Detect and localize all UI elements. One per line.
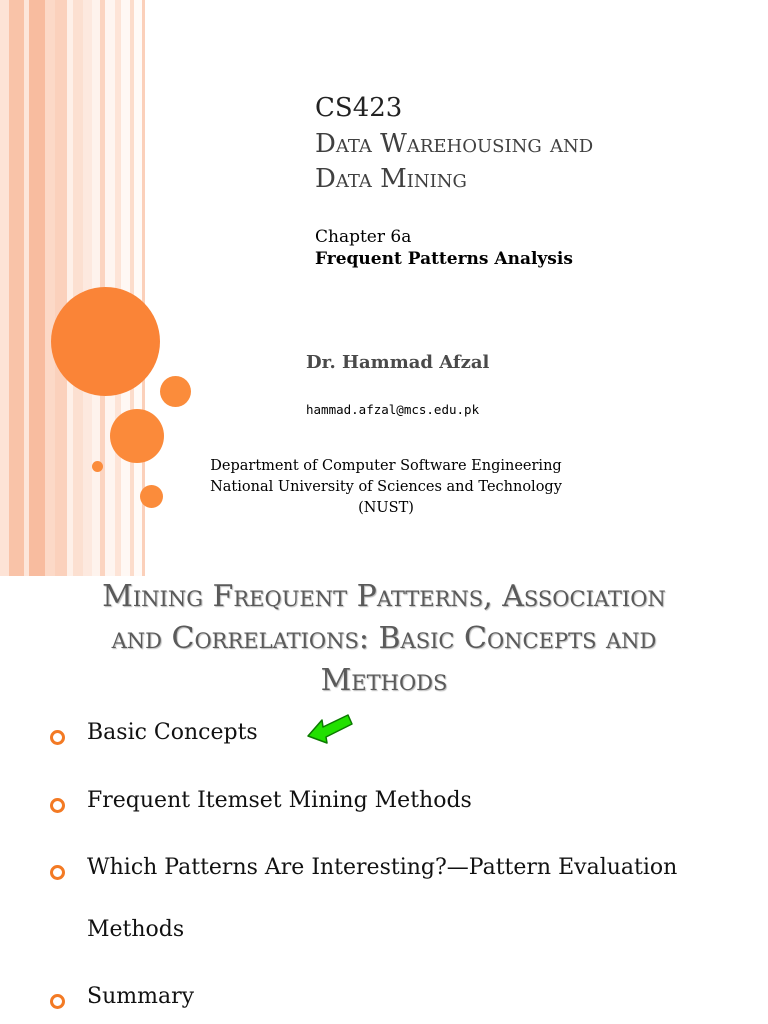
chapter-label: Chapter 6a xyxy=(315,227,412,247)
course-code: CS423 xyxy=(315,93,403,123)
bullet-text: Summary xyxy=(87,984,195,1009)
bullet-text: Which Patterns Are Interesting?—Pattern Evaluation Methods xyxy=(87,855,678,942)
decorative-stripes xyxy=(0,0,150,576)
author-name: Dr. Hammad Afzal xyxy=(306,352,490,373)
decorative-circle-medium xyxy=(110,409,164,463)
university-line: National University of Sciences and Technology xyxy=(210,479,562,495)
slide-title xyxy=(315,127,745,197)
department-line: Department of Computer Software Engineering xyxy=(210,458,562,474)
slide-title-line: Data Warehousing and xyxy=(315,129,594,159)
bullet-item xyxy=(50,722,258,764)
green-left-arrow-icon xyxy=(304,710,354,746)
content-slide-title xyxy=(20,576,748,702)
title-line: Methods xyxy=(320,663,448,698)
content-slide xyxy=(0,576,768,1024)
bullet-item xyxy=(50,790,472,832)
decorative-circle-small xyxy=(92,461,103,472)
slide-title-line: Data Mining xyxy=(315,164,467,194)
author-email: hammad.afzal@mcs.edu.pk xyxy=(306,402,480,417)
title-line: Mining Frequent Patterns, Association xyxy=(102,579,666,614)
ring-bullet-icon xyxy=(50,865,65,880)
decorative-circle-large xyxy=(51,287,160,396)
ring-bullet-icon xyxy=(50,994,65,1009)
title-line: and Correlations: Basic Concepts and xyxy=(111,621,657,656)
ring-bullet-icon xyxy=(50,730,65,745)
ring-bullet-icon xyxy=(50,798,65,813)
decorative-circle xyxy=(140,485,163,508)
chapter-subtitle: Frequent Patterns Analysis xyxy=(315,249,573,269)
bullet-text: Frequent Itemset Mining Methods xyxy=(87,788,472,813)
bullet-item xyxy=(50,986,194,1024)
university-abbrev: (NUST) xyxy=(358,500,414,516)
department-block xyxy=(186,456,586,519)
bullet-text: Basic Concepts xyxy=(87,720,258,745)
decorative-circle xyxy=(160,376,191,407)
bullet-item xyxy=(50,857,740,961)
